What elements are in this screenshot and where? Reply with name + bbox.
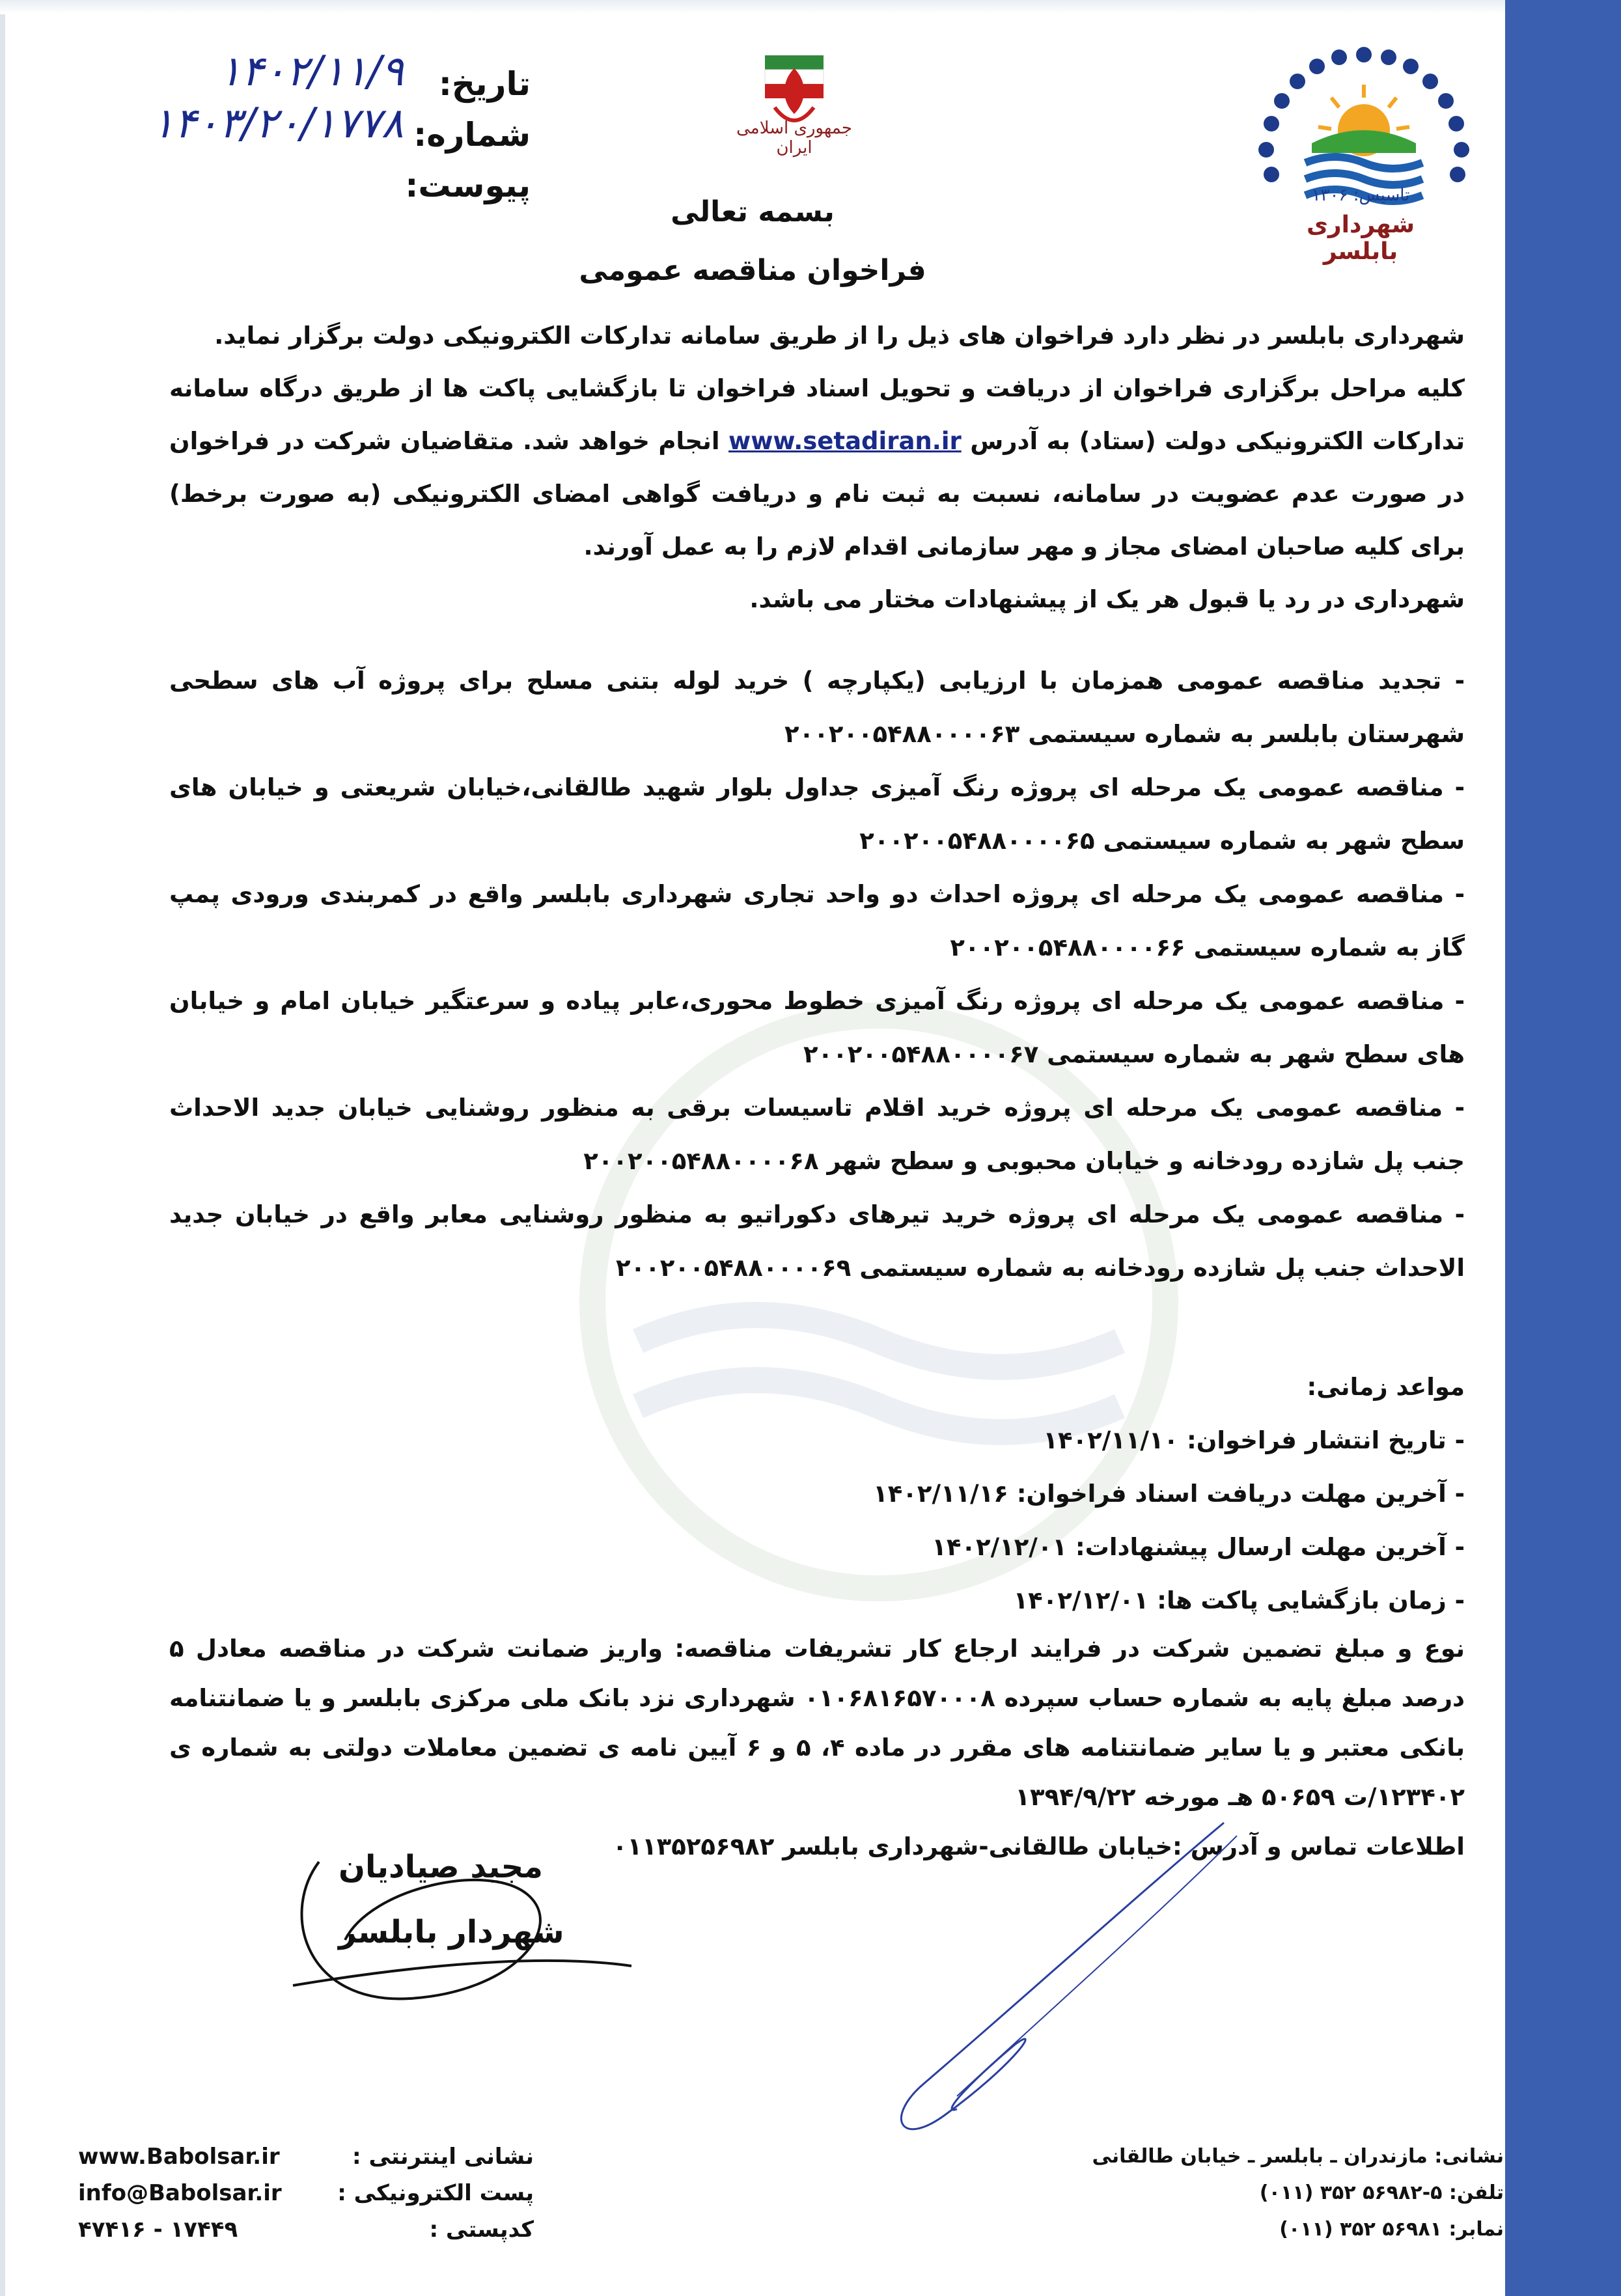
ink-signature	[651, 1810, 1302, 2161]
date-label: تاریخ:	[438, 65, 531, 103]
guarantee-paragraph: نوع و مبلغ تضمین شرکت در فرایند ارجاع کار تشریفات مناقصه: واریز ضمانت شرکت در مناقصه معادل ۵ درصد مبلغ پایه به شماره حساب سپرده ۰۱۰۶۸۱۶۵۷۰۰۰۸ شهرداری نزد بانک ملی مرکزی بابلسر و یا ضمانتنامه بانکی معتبر و یا سایر ضمانتنامه های مقرر در ماده ۴، ۵ و ۶ آیین نامه ی تضمین معاملات دولتی به شماره ی ۱۲۳۴۰۲/ت ۵۰۶۵۹ هـ مورخه ۱۳۹۴/۹/۲۲	[169, 1635, 1465, 1811]
tender-item: - مناقصه عمومی یک مرحله ای پروژه رنگ آمیزی خطوط محوری،عابر پیاده و سرعتگیر خیابان امام و خیابان های سطح شهر به شماره سیستمی ۲۰۰۲۰۰۵۴۸۸۰۰۰۰۶۷	[169, 987, 1465, 1068]
schedule-row: - آخرین مهلت ارسال پیشنهادات: ۱۴۰۲/۱۲/۰۱	[932, 1533, 1465, 1561]
page-edge	[0, 0, 5, 2296]
intro-text	[169, 309, 1465, 626]
tender-item: - تجدید مناقصه عمومی همزمان با ارزیابی (یکپارچه ) خرید لوله بتنی مسلح برای پروژه آب های سطحی شهرستان بابلسر به شماره سیستمی ۲۰۰۲۰۰۵۴۸۸۰۰۰۰۶۳	[169, 667, 1465, 748]
schedule-row: - زمان بازگشایی پاکت ها: ۱۴۰۲/۱۲/۰۱	[1013, 1586, 1465, 1614]
website-label: نشانی اینترنتی :	[352, 2144, 534, 2170]
footer-row-postal	[78, 2211, 534, 2248]
signatory-title: شهردار بابلسر	[339, 1914, 564, 1950]
footer-contact	[78, 2138, 534, 2248]
heading-title: فراخوان مناقصه عمومی	[579, 254, 926, 287]
contact-paragraph: اطلاعات تماس و آدرس :خیابان طالقانی-شهرداری بابلسر ۰۱۱۳۵۲۵۶۹۸۲	[612, 1833, 1465, 1860]
number-value: ۱۴۰۳/۲۰/۱۷۷۸	[152, 100, 404, 148]
tender-list	[169, 654, 1465, 1295]
scan-border	[0, 0, 1505, 14]
postal-value: ۴۷۴۱۶ - ۱۷۴۴۹	[78, 2217, 238, 2243]
intro-paragraph-2	[169, 362, 1465, 573]
logo-name: شهرداری بابلسر	[1306, 212, 1415, 265]
email-label: پست الکترونیکی :	[337, 2180, 534, 2206]
email-value[interactable]: info@Babolsar.ir	[78, 2180, 282, 2206]
meta-values	[39, 36, 404, 159]
schedule	[716, 1361, 1465, 1627]
attachment-label: پیوست:	[405, 167, 531, 204]
footer-row-website	[78, 2138, 534, 2175]
phone-line: تلفن: ۵-۵۶۹۸۲ ۳۵۲ (۰۱۱)	[1259, 2181, 1504, 2204]
intro-paragraph-1: شهرداری بابلسر در نظر دارد فراخوان های ذیل را از طریق سامانه تدارکات الکترونیکی دولت برگزار نماید.	[214, 322, 1465, 350]
tender-item: - مناقصه عمومی یک مرحله ای پروژه رنگ آمیزی جداول بلوار شهید طالقانی،خیابان شریعتی و خیابان های سطح شهر به شماره سیستمی ۲۰۰۲۰۰۵۴۸۸۰۰۰۰۶۵	[169, 773, 1465, 855]
schedule-row: - تاریخ انتشار فراخوان: ۱۴۰۲/۱۱/۱۰	[1043, 1426, 1465, 1454]
blue-side-band	[1505, 0, 1621, 2296]
intro-paragraph-2a: کلیه مراحل برگزاری فراخوان از دریافت و تحویل اسناد فراخوان تا بازگشایی پاکت ها از طریق درگاه سامانه تدارکات الکترونیکی دولت (ستاد) به آدرس	[169, 374, 1465, 455]
footer-address	[1081, 2138, 1504, 2248]
emblem-caption: جمهوری اسلامی ایران	[736, 118, 852, 158]
setadiran-link[interactable]: www.setadiran.ir	[728, 427, 962, 455]
fax-line: نمابر: ۵۶۹۸۱ ۳۵۲ (۰۱۱)	[1279, 2218, 1504, 2241]
intro-paragraph-3: شهرداری در رد یا قبول هر یک از پیشنهادات مختار می باشد.	[749, 585, 1465, 613]
footer-row-email	[78, 2175, 534, 2211]
schedule-row: - آخرین مهلت دریافت اسناد فراخوان: ۱۴۰۲/۱۱/۱۶	[873, 1480, 1465, 1508]
tender-item: - مناقصه عمومی یک مرحله ای پروژه احداث دو واحد تجاری شهرداری بابلسر واقع در کمربندی ورودی پمپ گاز به شماره سیستمی ۲۰۰۲۰۰۵۴۸۸۰۰۰۰۶۶	[169, 880, 1465, 961]
postal-label: کدپستی :	[429, 2217, 534, 2243]
date-value: ۱۴۰۲/۱۱/۹	[219, 48, 404, 96]
tender-item: - مناقصه عمومی یک مرحله ای پروژه خرید تیرهای دکوراتیو به منظور روشنایی معابر واقع در خیابان جدید الاحداث جنب پل شازده رودخانه به شماره سیستمی ۲۰۰۲۰۰۵۴۸۸۰۰۰۰۶۹	[169, 1200, 1465, 1282]
signatory-name: مجید صیادیان	[339, 1849, 543, 1885]
logo-founded: تاسیس: ۱۳۰۶	[1311, 186, 1410, 205]
schedule-title: مواعد زمانی:	[1307, 1373, 1465, 1401]
website-value[interactable]: www.Babolsar.ir	[78, 2144, 280, 2170]
heading-bismillah: بسمه تعالی	[671, 195, 835, 228]
meta-labels	[400, 59, 531, 211]
address-line: نشانی: مازندران ـ بابلسر ـ خیابان طالقانی	[1092, 2145, 1504, 2168]
intro-paragraph-2b: انجام خواهد شد. متقاضیان شرکت در فراخوان در صورت عدم عضویت در سامانه، نسبت به ثبت نام و دریافت گواهی امضای الکترونیکی (به صورت برخط) برای کلیه صاحبان امضای مجاز و مهر سازمانی اقدام لازم را به عمل آورند.	[169, 427, 1465, 560]
tender-item: - مناقصه عمومی یک مرحله ای پروژه خرید اقلام تاسیسات برقی به منظور روشنایی خیابان جدید الاحداث جنب پل شازده رودخانه و خیابان محبوبی و سطح شهر ۲۰۰۲۰۰۵۴۸۸۰۰۰۰۶۸	[169, 1094, 1465, 1175]
number-label: شماره:	[413, 116, 531, 154]
